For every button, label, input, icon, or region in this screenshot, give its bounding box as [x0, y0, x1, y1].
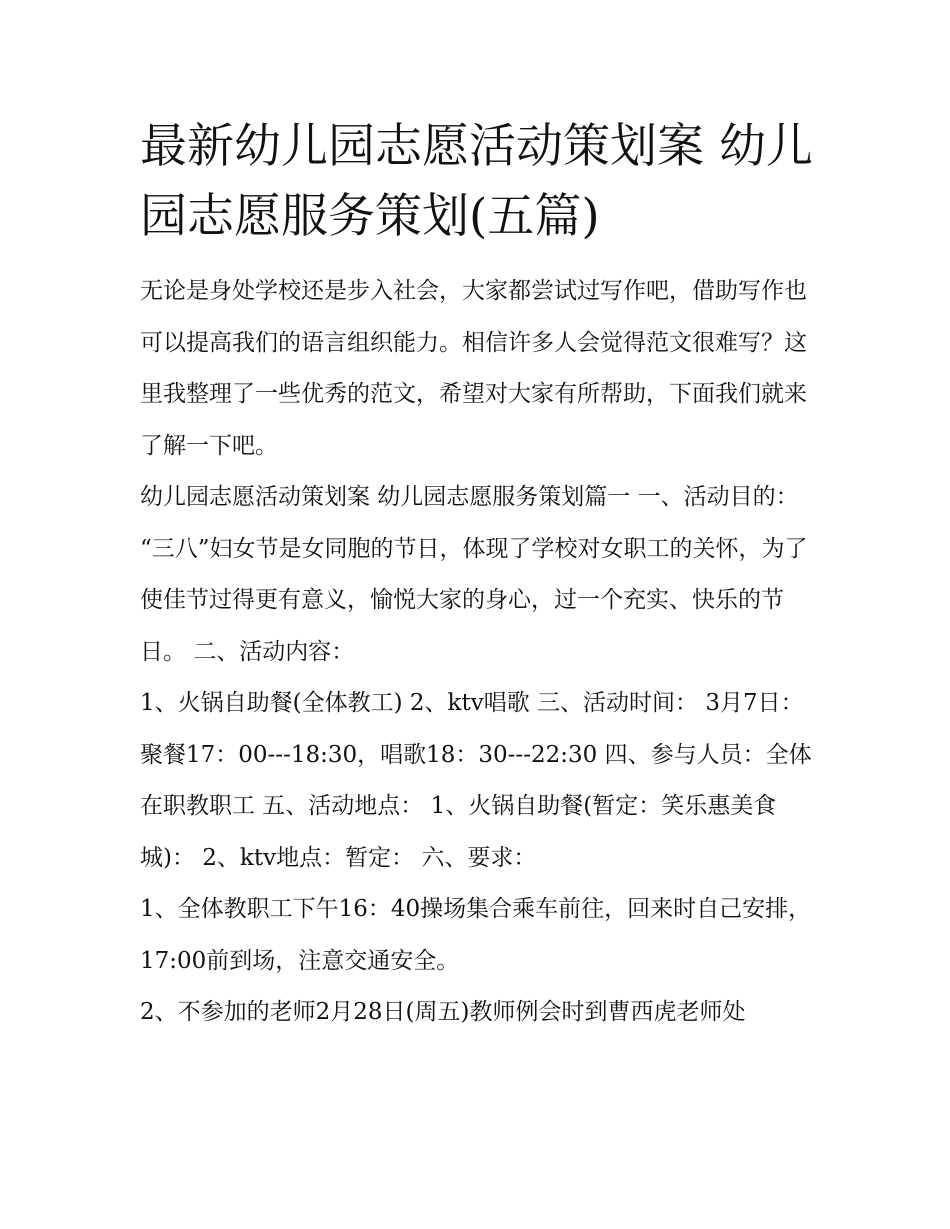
paragraph-intro: 无论是身处学校还是步入社会，大家都尝试过写作吧，借助写作也可以提高我们的语言组织能力。相信许多人会觉得范文很难写？这里我整理了一些优秀的范文，希望对大家有所帮助，下面我们就来了解一下吧。	[140, 278, 807, 459]
paragraph-purpose: “三八”妇女节是女同胞的节日，体现了学校对女职工的关怀，为了使佳节过得更有意义，愉悦大家的身心，过一个充实、快乐的节日。 二、活动内容：	[140, 535, 808, 665]
paragraph-requirement-1: 1、全体教职工下午16：40操场集合乘车前往，回来时自己安排，17:00前到场，注意交通安全。	[140, 896, 812, 974]
document-page	[140, 112, 816, 1039]
paragraph-details: 1、火锅自助餐(全体教工) 2、ktv唱歌 三、活动时间： 3月7日：聚餐17：00---18:30，唱歌18：30---22:30 四、参与人员：全体在职教职工 五、活动地点： 1、火锅自助餐(暂定：笑乐惠美食城)： 2、ktv地点：暂定： 六、要求：	[140, 690, 812, 871]
paragraph-section-heading: 幼儿园志愿活动策划案 幼儿园志愿服务策划篇一 一、活动目的：	[140, 484, 799, 510]
paragraph-requirement-2: 2、不参加的老师2月28日(周五)教师例会时到曹西虎老师处	[140, 999, 746, 1025]
document-title: 最新幼儿园志愿活动策划案 幼儿园志愿服务策划(五篇)	[140, 119, 813, 244]
